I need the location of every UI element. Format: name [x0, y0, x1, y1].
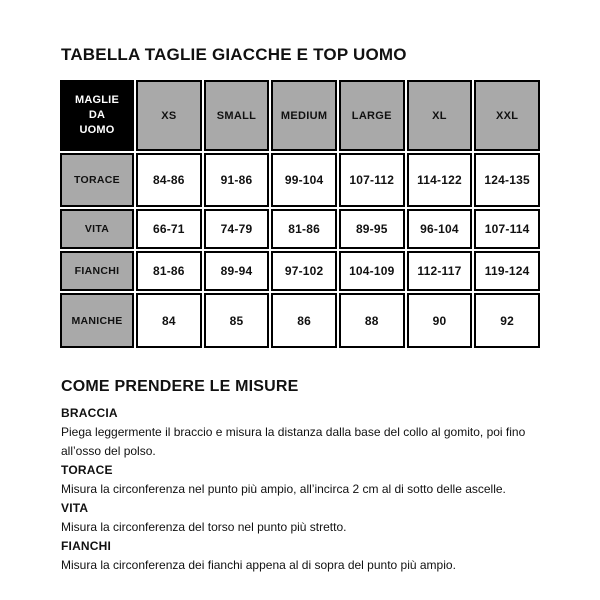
- column-header-xxl: XXL: [474, 80, 540, 151]
- size-cell-torace-medium: 99-104: [271, 153, 337, 207]
- instruction-text-vita: Misura la circonferenza del torso nel punto più stretto.: [61, 520, 347, 534]
- row-label-fianchi: FIANCHI: [60, 251, 134, 291]
- size-cell-fianchi-small: 89-94: [204, 251, 270, 291]
- size-cell-vita-xxl: 107-114: [474, 209, 540, 249]
- corner-label-line-3: UOMO: [79, 124, 115, 136]
- size-chart-page: [58, 0, 542, 575]
- size-cell-fianchi-large: 104-109: [339, 251, 405, 291]
- size-cell-fianchi-medium: 97-102: [271, 251, 337, 291]
- size-table: [58, 78, 542, 350]
- instruction-label-braccia: BRACCIA: [61, 406, 118, 420]
- table-corner-header: [60, 80, 134, 151]
- column-header-xs: XS: [136, 80, 202, 151]
- size-cell-fianchi-xs: 81-86: [136, 251, 202, 291]
- table-row-fianchi: [60, 251, 540, 291]
- size-cell-torace-xxl: 124-135: [474, 153, 540, 207]
- page-title: TABELLA TAGLIE GIACCHE E TOP UOMO: [61, 45, 407, 64]
- size-cell-vita-medium: 81-86: [271, 209, 337, 249]
- size-cell-torace-xs: 84-86: [136, 153, 202, 207]
- size-cell-torace-small: 91-86: [204, 153, 270, 207]
- size-cell-torace-xl: 114-122: [407, 153, 473, 207]
- size-cell-maniche-small: 85: [204, 293, 270, 348]
- instruction-label-torace: TORACE: [61, 463, 113, 477]
- size-cell-vita-xs: 66-71: [136, 209, 202, 249]
- column-header-large: LARGE: [339, 80, 405, 151]
- table-row-torace: [60, 153, 540, 207]
- corner-label-line-1: MAGLIE: [75, 94, 119, 106]
- size-cell-maniche-xl: 90: [407, 293, 473, 348]
- instruction-text-torace: Misura la circonferenza nel punto più ampio, all’incirca 2 cm al di sotto delle ascelle.: [61, 482, 506, 496]
- size-cell-vita-small: 74-79: [204, 209, 270, 249]
- size-cell-fianchi-xxl: 119-124: [474, 251, 540, 291]
- instruction-text-fianchi: Misura la circonferenza dei fianchi appena al di sopra del punto più ampio.: [61, 558, 456, 572]
- corner-label-line-2: DA: [88, 109, 106, 121]
- row-label-maniche: MANICHE: [60, 293, 134, 348]
- size-cell-maniche-large: 88: [339, 293, 405, 348]
- size-cell-fianchi-xl: 112-117: [407, 251, 473, 291]
- instruction-label-fianchi: FIANCHI: [61, 539, 112, 553]
- size-table-header-row: [60, 80, 540, 151]
- size-cell-maniche-medium: 86: [271, 293, 337, 348]
- table-row-vita: [60, 209, 540, 249]
- size-cell-vita-xl: 96-104: [407, 209, 473, 249]
- column-header-xl: XL: [407, 80, 473, 151]
- size-cell-maniche-xs: 84: [136, 293, 202, 348]
- measure-instructions: [61, 404, 542, 575]
- size-cell-vita-large: 89-95: [339, 209, 405, 249]
- table-row-maniche: [60, 293, 540, 348]
- row-label-vita: VITA: [60, 209, 134, 249]
- column-header-medium: MEDIUM: [271, 80, 337, 151]
- instruction-text-braccia: Piega leggermente il braccio e misura la distanza dalla base del collo al gomito, poi fino all’osso del polso.: [61, 425, 526, 458]
- instruction-label-vita: VITA: [61, 501, 89, 515]
- column-header-small: SMALL: [204, 80, 270, 151]
- size-cell-torace-large: 107-112: [339, 153, 405, 207]
- row-label-torace: TORACE: [60, 153, 134, 207]
- section-title: COME PRENDERE LE MISURE: [61, 378, 299, 395]
- size-cell-maniche-xxl: 92: [474, 293, 540, 348]
